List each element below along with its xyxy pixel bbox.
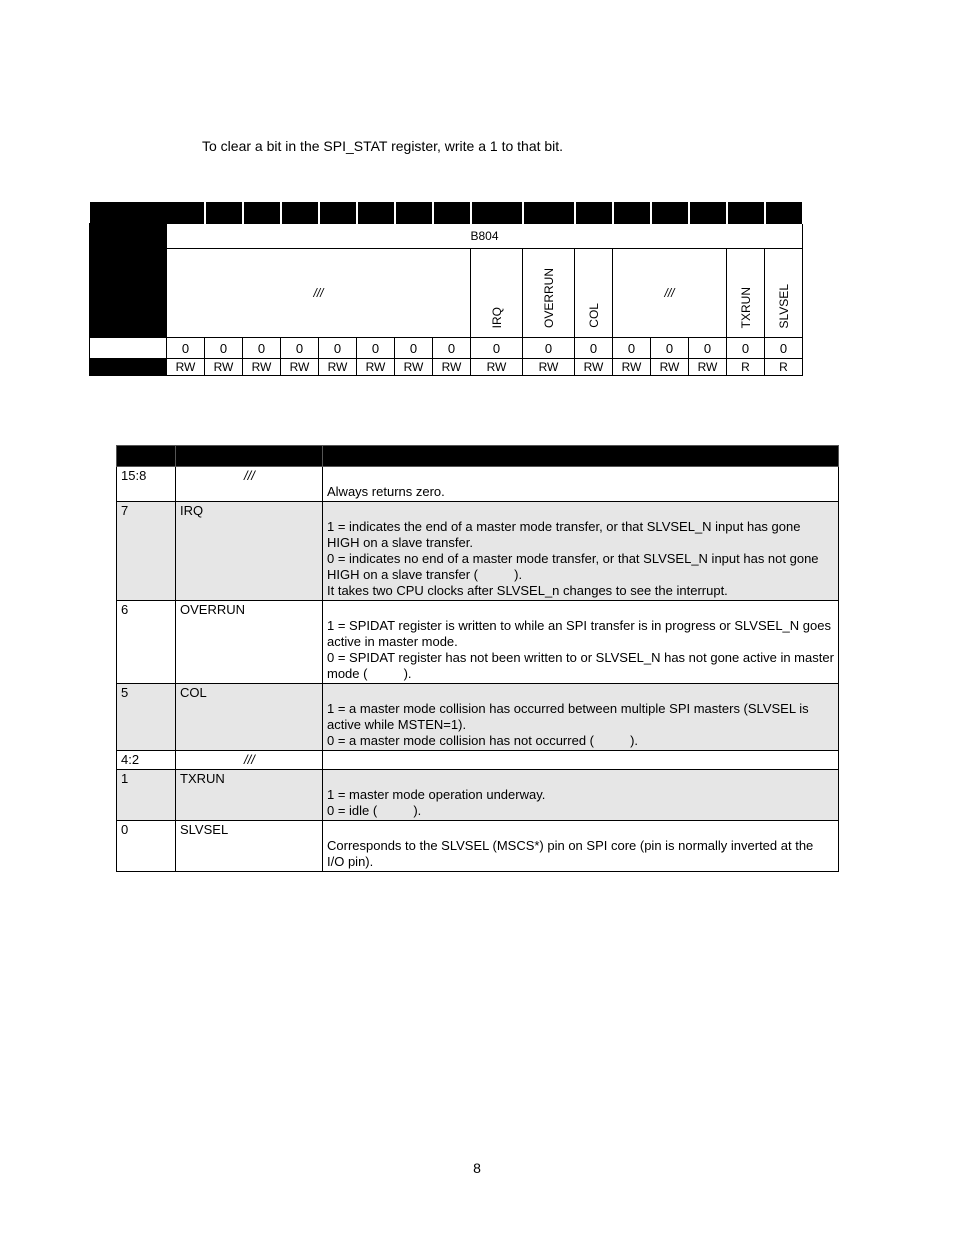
field-name-cell: TXRUN bbox=[176, 770, 323, 821]
field-name-cell: /// bbox=[176, 467, 323, 502]
access-cell: RW bbox=[651, 359, 689, 376]
intro-text: To clear a bit in the SPI_STAT register, write a 1 to that bit. bbox=[202, 138, 564, 154]
table-row bbox=[117, 601, 839, 684]
reset-value-cell: 0 bbox=[765, 338, 803, 359]
bit-range-cell: 1 bbox=[117, 770, 176, 821]
bit-description-table bbox=[116, 445, 839, 872]
bit-range-cell: 4:2 bbox=[117, 751, 176, 770]
access-cell: RW bbox=[357, 359, 395, 376]
bit-range-cell: 6 bbox=[117, 601, 176, 684]
field-name-row bbox=[90, 249, 803, 338]
register-bit-map bbox=[89, 202, 804, 376]
access-cell: RW bbox=[205, 359, 243, 376]
description-line: 1 = indicates the end of a master mode transfer, or that SLVSEL_N input has gone HIGH on a slave transfer. bbox=[327, 519, 805, 550]
reset-value-cell: 0 bbox=[167, 338, 205, 359]
reset-value-cell: 0 bbox=[281, 338, 319, 359]
table-row bbox=[117, 467, 839, 502]
table-header-row bbox=[117, 446, 839, 467]
reset-value-cell: 0 bbox=[319, 338, 357, 359]
register-address: B804 bbox=[167, 224, 803, 249]
table-row bbox=[117, 751, 839, 770]
access-cell: RW bbox=[167, 359, 205, 376]
field-name-cell: IRQ bbox=[176, 502, 323, 601]
reset-value-cell: 0 bbox=[727, 338, 765, 359]
field-txrun: TXRUN bbox=[727, 249, 765, 338]
reset-value-row bbox=[90, 338, 803, 359]
table-row bbox=[117, 684, 839, 751]
reserved-field: /// bbox=[167, 249, 471, 338]
access-cell: RW bbox=[243, 359, 281, 376]
description-line: 1 = master mode operation underway. bbox=[327, 787, 546, 802]
description-line: Always returns zero. bbox=[327, 484, 445, 499]
access-cell: RW bbox=[523, 359, 575, 376]
description-line: 0 = idle ( ). bbox=[327, 803, 422, 818]
access-cell: RW bbox=[471, 359, 523, 376]
access-row bbox=[90, 359, 803, 376]
access-cell: RW bbox=[281, 359, 319, 376]
reset-value-cell: 0 bbox=[243, 338, 281, 359]
description-cell bbox=[323, 751, 839, 770]
table-row bbox=[117, 821, 839, 872]
address-row bbox=[90, 224, 803, 249]
description-cell bbox=[323, 467, 839, 502]
description-line: It takes two CPU clocks after SLVSEL_n changes to see the interrupt. bbox=[327, 583, 728, 598]
access-cell: R bbox=[765, 359, 803, 376]
access-cell: RW bbox=[433, 359, 471, 376]
field-irq: IRQ bbox=[471, 249, 523, 338]
reset-value-cell: 0 bbox=[433, 338, 471, 359]
field-name-cell: COL bbox=[176, 684, 323, 751]
reset-value-cell: 0 bbox=[689, 338, 727, 359]
bit-range-cell: 15:8 bbox=[117, 467, 176, 502]
row-label-cell bbox=[90, 202, 167, 224]
description-line: 0 = SPIDAT register has not been written to or SLVSEL_N has not gone active in master mode ( ). bbox=[327, 650, 838, 681]
field-name-cell: /// bbox=[176, 751, 323, 770]
reset-value-cell: 0 bbox=[651, 338, 689, 359]
reset-value-cell: 0 bbox=[395, 338, 433, 359]
row-label-cell bbox=[90, 224, 167, 249]
field-col: COL bbox=[575, 249, 613, 338]
reset-value-cell: 0 bbox=[613, 338, 651, 359]
field-name-cell: OVERRUN bbox=[176, 601, 323, 684]
row-label-cell bbox=[90, 249, 167, 338]
description-cell bbox=[323, 684, 839, 751]
reset-value-cell: 0 bbox=[471, 338, 523, 359]
reserved-field: /// bbox=[613, 249, 727, 338]
field-name-cell: SLVSEL bbox=[176, 821, 323, 872]
bit-range-cell: 0 bbox=[117, 821, 176, 872]
access-cell: RW bbox=[319, 359, 357, 376]
table-row bbox=[117, 770, 839, 821]
access-cell: RW bbox=[575, 359, 613, 376]
field-overrun: OVERRUN bbox=[523, 249, 575, 338]
access-cell: RW bbox=[689, 359, 727, 376]
description-cell bbox=[323, 821, 839, 872]
access-cell: RW bbox=[613, 359, 651, 376]
description-line: 0 = a master mode collision has not occurred ( ). bbox=[327, 733, 639, 748]
reset-value-cell: 0 bbox=[205, 338, 243, 359]
bit-range-cell: 7 bbox=[117, 502, 176, 601]
row-label-cell bbox=[90, 359, 167, 376]
description-cell bbox=[323, 770, 839, 821]
bit-header-row bbox=[90, 202, 803, 224]
reset-value-cell: 0 bbox=[575, 338, 613, 359]
description-line: 1 = SPIDAT register is written to while an SPI transfer is in progress or SLVSEL_N goes active in master mode. bbox=[327, 618, 835, 649]
description-line: 1 = a master mode collision has occurred between multiple SPI masters (SLVSEL is active while MSTEN=1). bbox=[327, 701, 813, 732]
description-cell bbox=[323, 502, 839, 601]
page-number: 8 bbox=[473, 1160, 481, 1176]
access-cell: R bbox=[727, 359, 765, 376]
description-cell bbox=[323, 601, 839, 684]
description-line: 0 = indicates no end of a master mode transfer, or that SLVSEL_N input has not gone HIGH on a slave transfer ( ). bbox=[327, 551, 823, 582]
bit-range-cell: 5 bbox=[117, 684, 176, 751]
row-label-cell bbox=[90, 338, 167, 359]
reset-value-cell: 0 bbox=[357, 338, 395, 359]
reset-value-cell: 0 bbox=[523, 338, 575, 359]
table-row bbox=[117, 502, 839, 601]
description-line: Corresponds to the SLVSEL (MSCS*) pin on SPI core (pin is normally inverted at the I/O pin). bbox=[327, 838, 817, 869]
field-slvsel: SLVSEL bbox=[765, 249, 803, 338]
access-cell: RW bbox=[395, 359, 433, 376]
